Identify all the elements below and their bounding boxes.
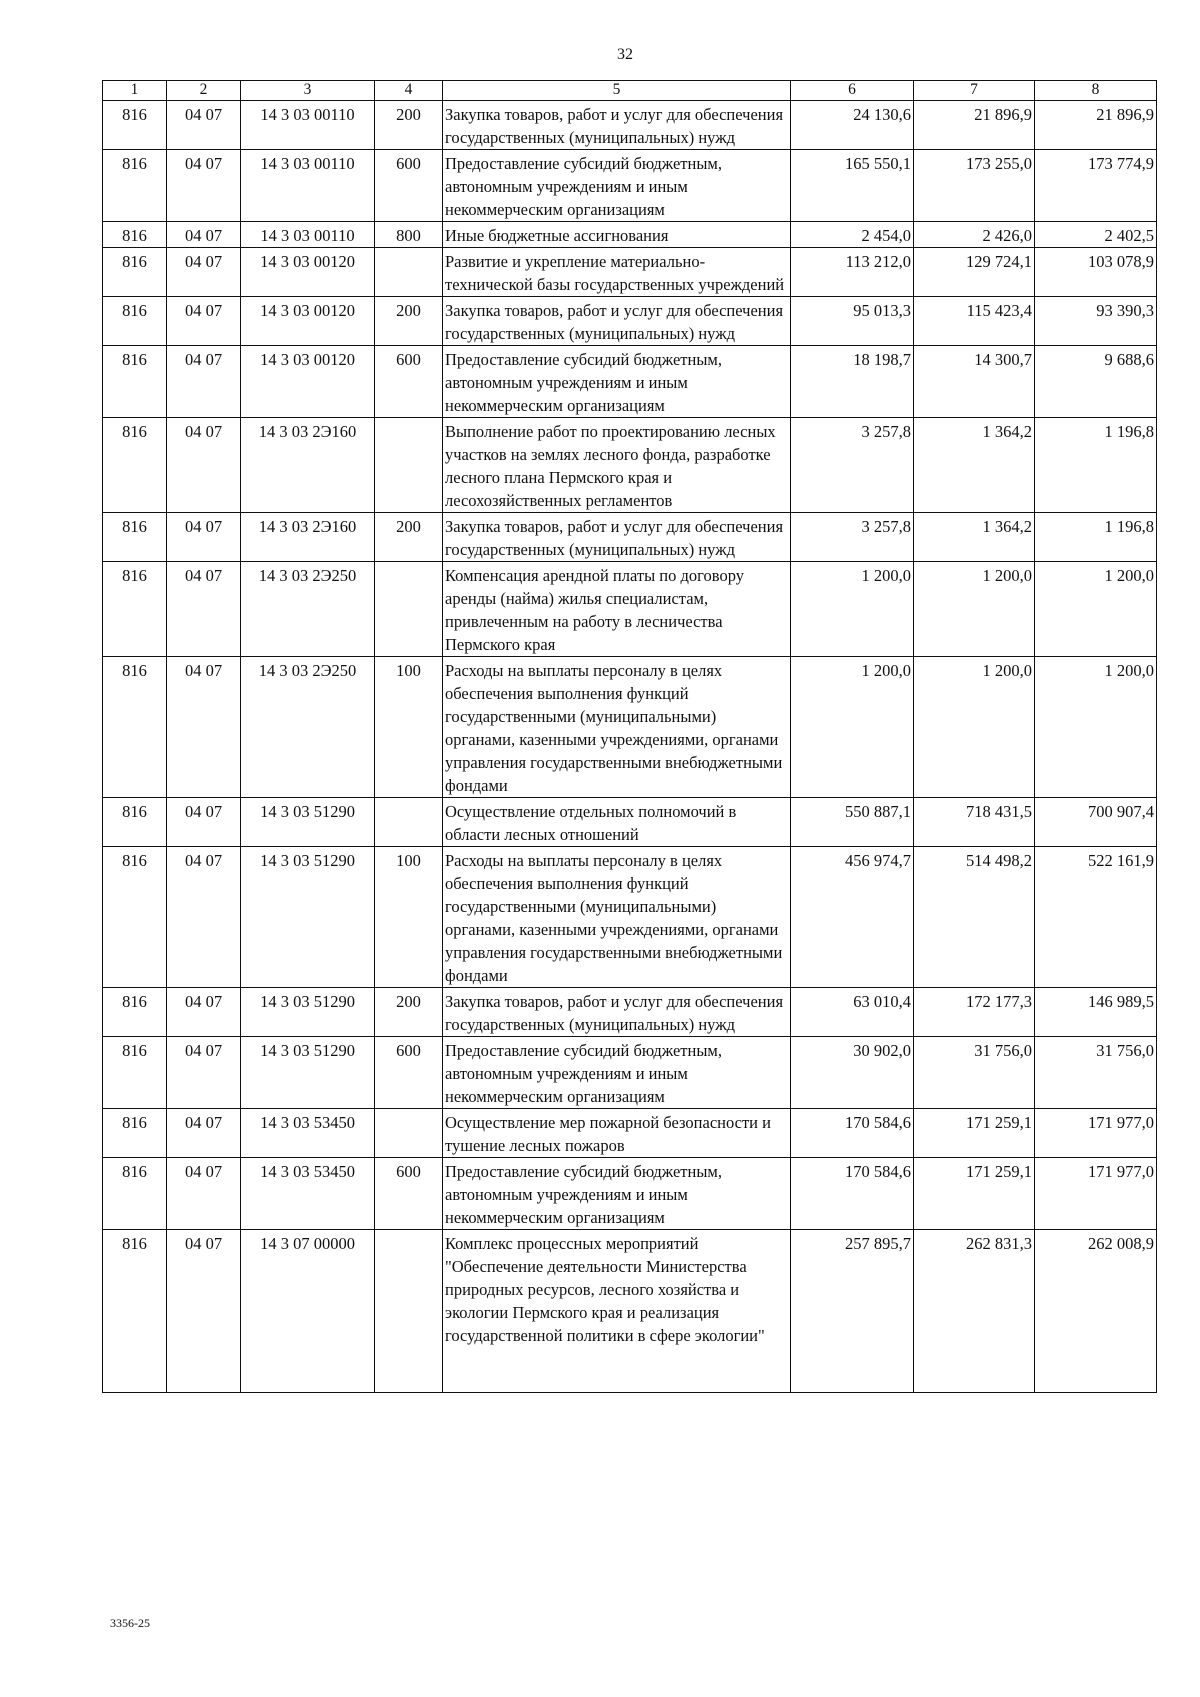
amount-year1-cell: 18 198,7 [791, 346, 914, 418]
page-number: 32 [617, 46, 633, 63]
ministry-code-cell: 816 [103, 297, 167, 346]
amount-year2-cell: 21 896,9 [914, 101, 1035, 150]
description-cell: Расходы на выплаты персоналу в целях обеспечения выполнения функций государственными (муниципальными) органами, казенными учреждениями, органами управления государственными внебюджетными фондами [443, 657, 791, 798]
amount-year3-cell: 1 200,0 [1035, 657, 1157, 798]
expense-type-cell: 200 [375, 513, 443, 562]
amount-year1-cell: 3 257,8 [791, 513, 914, 562]
table-row [103, 297, 1157, 346]
section-code-cell: 04 07 [167, 101, 241, 150]
table-row [103, 847, 1157, 988]
column-header: 8 [1035, 81, 1157, 101]
table-row [103, 798, 1157, 847]
amount-year1-cell: 2 454,0 [791, 222, 914, 248]
description-cell: Предоставление субсидий бюджетным, автономным учреждениям и иным некоммерческим организациям [443, 346, 791, 418]
ministry-code-cell: 816 [103, 1230, 167, 1393]
target-article-cell: 14 3 03 00120 [241, 248, 375, 297]
section-code-cell: 04 07 [167, 248, 241, 297]
table-row [103, 346, 1157, 418]
section-code-cell: 04 07 [167, 150, 241, 222]
section-code-cell: 04 07 [167, 1158, 241, 1230]
expense-type-cell [375, 562, 443, 657]
ministry-code-cell: 816 [103, 657, 167, 798]
column-header: 2 [167, 81, 241, 101]
section-code-cell: 04 07 [167, 297, 241, 346]
description-cell: Осуществление мер пожарной безопасности и тушение лесных пожаров [443, 1109, 791, 1158]
ministry-code-cell: 816 [103, 418, 167, 513]
table-row [103, 222, 1157, 248]
description-cell: Закупка товаров, работ и услуг для обеспечения государственных (муниципальных) нужд [443, 297, 791, 346]
section-code-cell: 04 07 [167, 418, 241, 513]
amount-year1-cell: 550 887,1 [791, 798, 914, 847]
amount-year1-cell: 95 013,3 [791, 297, 914, 346]
amount-year1-cell: 63 010,4 [791, 988, 914, 1037]
expense-type-cell [375, 248, 443, 297]
ministry-code-cell: 816 [103, 988, 167, 1037]
amount-year2-cell: 173 255,0 [914, 150, 1035, 222]
ministry-code-cell: 816 [103, 101, 167, 150]
amount-year2-cell: 31 756,0 [914, 1037, 1035, 1109]
target-article-cell: 14 3 03 51290 [241, 798, 375, 847]
document-code: 3356-25 [110, 1616, 150, 1630]
target-article-cell: 14 3 03 2Э160 [241, 513, 375, 562]
amount-year2-cell: 262 831,3 [914, 1230, 1035, 1393]
section-code-cell: 04 07 [167, 1230, 241, 1393]
section-code-cell: 04 07 [167, 513, 241, 562]
target-article-cell: 14 3 03 53450 [241, 1158, 375, 1230]
ministry-code-cell: 816 [103, 248, 167, 297]
amount-year3-cell: 700 907,4 [1035, 798, 1157, 847]
amount-year1-cell: 3 257,8 [791, 418, 914, 513]
description-cell: Предоставление субсидий бюджетным, автономным учреждениям и иным некоммерческим организациям [443, 1037, 791, 1109]
amount-year3-cell: 93 390,3 [1035, 297, 1157, 346]
amount-year3-cell: 146 989,5 [1035, 988, 1157, 1037]
amount-year3-cell: 173 774,9 [1035, 150, 1157, 222]
expense-type-cell [375, 1109, 443, 1158]
expense-type-cell [375, 418, 443, 513]
ministry-code-cell: 816 [103, 1158, 167, 1230]
header-row [103, 81, 1157, 101]
target-article-cell: 14 3 03 51290 [241, 988, 375, 1037]
description-cell: Комплекс процессных мероприятий "Обеспечение деятельности Министерства природных ресурсов, лесного хозяйства и экологии Пермского края и реализация государственной политики в сфере экологии" [443, 1230, 791, 1393]
table-row [103, 418, 1157, 513]
description-cell: Развитие и укрепление материально-технической базы государственных учреждений [443, 248, 791, 297]
column-header: 4 [375, 81, 443, 101]
section-code-cell: 04 07 [167, 1109, 241, 1158]
target-article-cell: 14 3 03 51290 [241, 847, 375, 988]
ministry-code-cell: 816 [103, 798, 167, 847]
expense-type-cell: 800 [375, 222, 443, 248]
amount-year2-cell: 129 724,1 [914, 248, 1035, 297]
description-cell: Закупка товаров, работ и услуг для обеспечения государственных (муниципальных) нужд [443, 101, 791, 150]
ministry-code-cell: 816 [103, 346, 167, 418]
amount-year3-cell: 1 200,0 [1035, 562, 1157, 657]
table-row [103, 1158, 1157, 1230]
ministry-code-cell: 816 [103, 513, 167, 562]
amount-year3-cell: 31 756,0 [1035, 1037, 1157, 1109]
target-article-cell: 14 3 03 00120 [241, 346, 375, 418]
expense-type-cell: 200 [375, 297, 443, 346]
amount-year1-cell: 165 550,1 [791, 150, 914, 222]
description-cell: Выполнение работ по проектированию лесных участков на землях лесного фонда, разработке лесного плана Пермского края и лесохозяйственных регламентов [443, 418, 791, 513]
ministry-code-cell: 816 [103, 1109, 167, 1158]
amount-year2-cell: 1 200,0 [914, 562, 1035, 657]
column-header: 1 [103, 81, 167, 101]
amount-year3-cell: 262 008,9 [1035, 1230, 1157, 1393]
amount-year3-cell: 1 196,8 [1035, 513, 1157, 562]
table-row [103, 248, 1157, 297]
amount-year2-cell: 115 423,4 [914, 297, 1035, 346]
table-row [103, 150, 1157, 222]
section-code-cell: 04 07 [167, 847, 241, 988]
expense-type-cell [375, 1230, 443, 1393]
amount-year1-cell: 170 584,6 [791, 1158, 914, 1230]
amount-year1-cell: 1 200,0 [791, 562, 914, 657]
expense-type-cell: 600 [375, 346, 443, 418]
amount-year3-cell: 171 977,0 [1035, 1158, 1157, 1230]
target-article-cell: 14 3 03 00110 [241, 101, 375, 150]
amount-year3-cell: 21 896,9 [1035, 101, 1157, 150]
table-row [103, 1230, 1157, 1393]
table-row [103, 101, 1157, 150]
section-code-cell: 04 07 [167, 657, 241, 798]
amount-year3-cell: 171 977,0 [1035, 1109, 1157, 1158]
description-cell: Компенсация арендной платы по договору аренды (найма) жилья специалистам, привлеченным на работу в лесничества Пермского края [443, 562, 791, 657]
expense-type-cell: 600 [375, 1158, 443, 1230]
description-cell: Закупка товаров, работ и услуг для обеспечения государственных (муниципальных) нужд [443, 988, 791, 1037]
description-cell: Предоставление субсидий бюджетным, автономным учреждениям и иным некоммерческим организациям [443, 150, 791, 222]
column-header: 6 [791, 81, 914, 101]
target-article-cell: 14 3 03 53450 [241, 1109, 375, 1158]
amount-year2-cell: 172 177,3 [914, 988, 1035, 1037]
budget-table [102, 80, 1157, 1393]
amount-year2-cell: 171 259,1 [914, 1158, 1035, 1230]
amount-year2-cell: 14 300,7 [914, 346, 1035, 418]
amount-year1-cell: 30 902,0 [791, 1037, 914, 1109]
section-code-cell: 04 07 [167, 346, 241, 418]
section-code-cell: 04 07 [167, 562, 241, 657]
amount-year3-cell: 9 688,6 [1035, 346, 1157, 418]
description-cell: Расходы на выплаты персоналу в целях обеспечения выполнения функций государственными (муниципальными) органами, казенными учреждениями, органами управления государственными внебюджетными фондами [443, 847, 791, 988]
target-article-cell: 14 3 03 00110 [241, 150, 375, 222]
target-article-cell: 14 3 03 00120 [241, 297, 375, 346]
table-row [103, 657, 1157, 798]
description-cell: Закупка товаров, работ и услуг для обеспечения государственных (муниципальных) нужд [443, 513, 791, 562]
amount-year1-cell: 24 130,6 [791, 101, 914, 150]
ministry-code-cell: 816 [103, 222, 167, 248]
table-row [103, 513, 1157, 562]
table-row [103, 1109, 1157, 1158]
table-row [103, 562, 1157, 657]
section-code-cell: 04 07 [167, 1037, 241, 1109]
description-cell: Осуществление отдельных полномочий в области лесных отношений [443, 798, 791, 847]
expense-type-cell: 600 [375, 150, 443, 222]
target-article-cell: 14 3 07 00000 [241, 1230, 375, 1393]
amount-year1-cell: 257 895,7 [791, 1230, 914, 1393]
table-row [103, 1037, 1157, 1109]
expense-type-cell: 100 [375, 847, 443, 988]
amount-year2-cell: 514 498,2 [914, 847, 1035, 988]
expense-type-cell [375, 798, 443, 847]
amount-year1-cell: 170 584,6 [791, 1109, 914, 1158]
section-code-cell: 04 07 [167, 222, 241, 248]
amount-year2-cell: 1 364,2 [914, 513, 1035, 562]
ministry-code-cell: 816 [103, 1037, 167, 1109]
target-article-cell: 14 3 03 2Э250 [241, 657, 375, 798]
amount-year2-cell: 171 259,1 [914, 1109, 1035, 1158]
column-header: 5 [443, 81, 791, 101]
target-article-cell: 14 3 03 51290 [241, 1037, 375, 1109]
amount-year1-cell: 456 974,7 [791, 847, 914, 988]
ministry-code-cell: 816 [103, 150, 167, 222]
target-article-cell: 14 3 03 00110 [241, 222, 375, 248]
amount-year2-cell: 718 431,5 [914, 798, 1035, 847]
expense-type-cell: 100 [375, 657, 443, 798]
description-cell: Иные бюджетные ассигнования [443, 222, 791, 248]
expense-type-cell: 200 [375, 988, 443, 1037]
amount-year3-cell: 2 402,5 [1035, 222, 1157, 248]
amount-year3-cell: 1 196,8 [1035, 418, 1157, 513]
target-article-cell: 14 3 03 2Э250 [241, 562, 375, 657]
section-code-cell: 04 07 [167, 798, 241, 847]
amount-year2-cell: 1 364,2 [914, 418, 1035, 513]
table-row [103, 988, 1157, 1037]
expense-type-cell: 200 [375, 101, 443, 150]
ministry-code-cell: 816 [103, 562, 167, 657]
target-article-cell: 14 3 03 2Э160 [241, 418, 375, 513]
amount-year3-cell: 103 078,9 [1035, 248, 1157, 297]
amount-year1-cell: 1 200,0 [791, 657, 914, 798]
amount-year3-cell: 522 161,9 [1035, 847, 1157, 988]
section-code-cell: 04 07 [167, 988, 241, 1037]
amount-year2-cell: 2 426,0 [914, 222, 1035, 248]
amount-year1-cell: 113 212,0 [791, 248, 914, 297]
ministry-code-cell: 816 [103, 847, 167, 988]
amount-year2-cell: 1 200,0 [914, 657, 1035, 798]
expense-type-cell: 600 [375, 1037, 443, 1109]
description-cell: Предоставление субсидий бюджетным, автономным учреждениям и иным некоммерческим организациям [443, 1158, 791, 1230]
column-header: 3 [241, 81, 375, 101]
column-header: 7 [914, 81, 1035, 101]
